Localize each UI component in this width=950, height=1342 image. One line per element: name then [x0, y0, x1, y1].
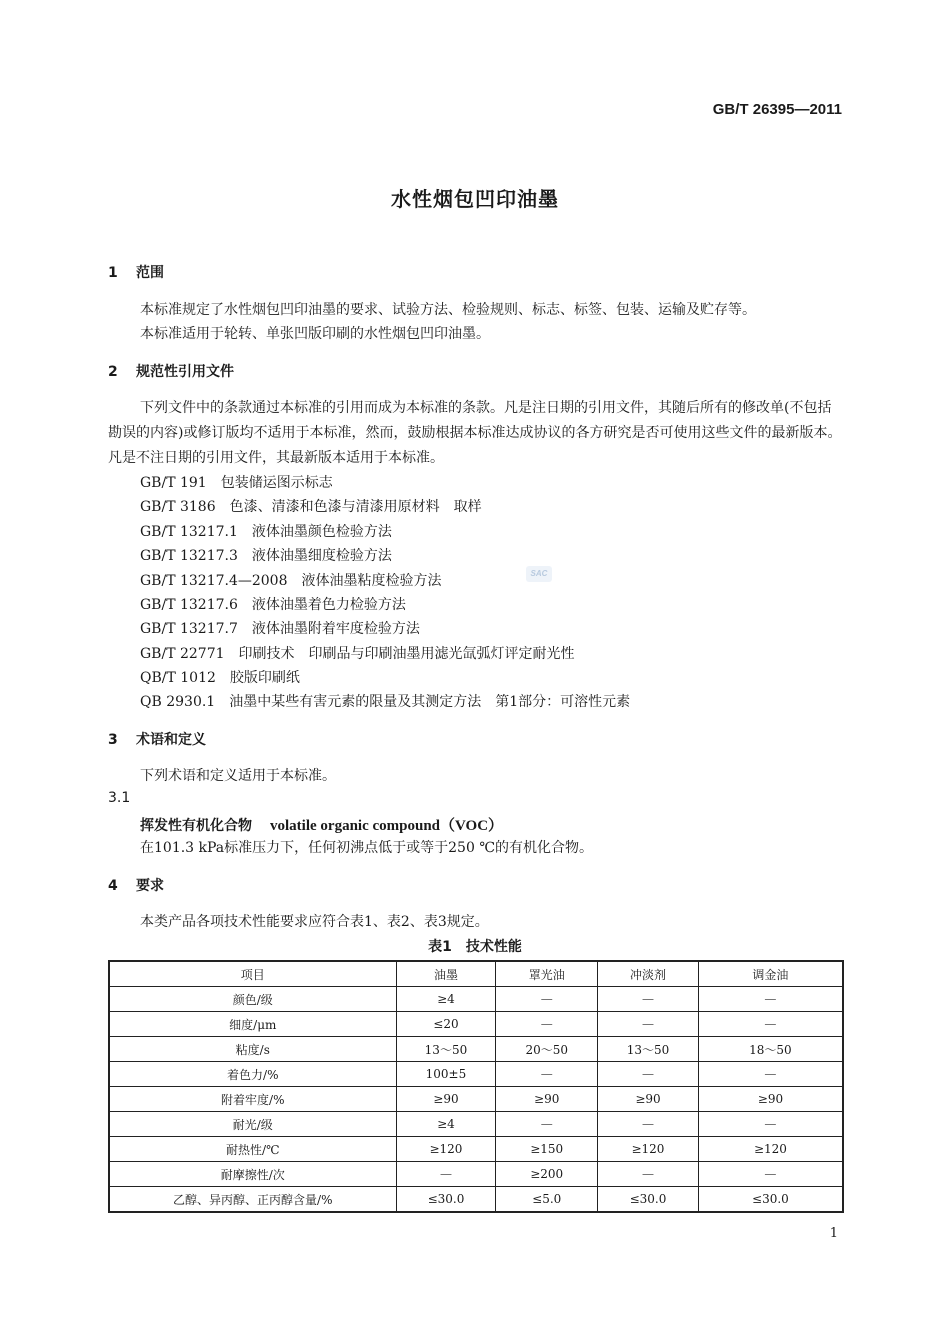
section-title: 要求	[136, 878, 164, 894]
table-cell: ≥90	[698, 1087, 843, 1112]
term-definition: 在101.3 kPa标准压力下，任何初沸点低于或等于250 ℃的有机化合物。	[140, 840, 593, 856]
table-cell: ≥150	[496, 1137, 598, 1162]
table-cell: ≥90	[598, 1087, 699, 1112]
table-row	[109, 987, 843, 1012]
term-chinese: 挥发性有机化合物	[140, 818, 252, 834]
table-cell: ≥200	[496, 1162, 598, 1187]
section-1-para-2: 本标准适用于轮转、单张凹版印刷的水性烟包凹印油墨。	[140, 326, 490, 342]
section-1-para-1: 本标准规定了水性烟包凹印油墨的要求、试验方法、检验规则、标志、标签、包装、运输及贮存等。	[140, 302, 756, 318]
reference-item: GB/T 22771 印刷技术 印刷品与印刷油墨用滤光氙弧灯评定耐光性	[140, 646, 575, 662]
section-1-heading	[108, 262, 164, 282]
table-row	[109, 1012, 843, 1037]
table-cell: 粘度/s	[109, 1037, 396, 1062]
page-number: 1	[829, 1226, 838, 1241]
table-cell: ≤30.0	[598, 1187, 699, 1213]
table-cell: ≥90	[396, 1087, 496, 1112]
table-cell: ≤5.0	[496, 1187, 598, 1213]
table-cell: 颜色/级	[109, 987, 396, 1012]
sac-watermark-logo: SAC	[526, 566, 552, 582]
table-row	[109, 1187, 843, 1213]
table-cell: 100±5	[396, 1062, 496, 1087]
table-cell: ≤20	[396, 1012, 496, 1037]
table-cell: 着色力/%	[109, 1062, 396, 1087]
table-cell: 耐热性/℃	[109, 1137, 396, 1162]
section-number: 4	[108, 878, 118, 894]
table-cell: —	[698, 1062, 843, 1087]
table-row	[109, 1112, 843, 1137]
section-3-heading	[108, 729, 206, 749]
table-row	[109, 1087, 843, 1112]
reference-item: GB/T 13217.3 液体油墨细度检验方法	[140, 548, 392, 564]
table-cell: —	[598, 987, 699, 1012]
section-number: 2	[108, 364, 118, 380]
section-2-heading	[108, 361, 234, 381]
table-cell: ≥120	[396, 1137, 496, 1162]
table-header-row	[109, 961, 843, 987]
table-cell: —	[698, 1162, 843, 1187]
table-cell: ≥120	[698, 1137, 843, 1162]
section-3-intro: 下列术语和定义适用于本标准。	[140, 768, 336, 784]
table-cell: —	[598, 1012, 699, 1037]
table-cell: —	[396, 1162, 496, 1187]
section-number: 3	[108, 732, 118, 748]
reference-item: GB/T 3186 色漆、清漆和色漆与清漆用原材料 取样	[140, 499, 482, 515]
table-caption: 表1 技术性能	[428, 939, 522, 955]
term-number: 3.1	[108, 790, 131, 806]
table-cell: —	[698, 1012, 843, 1037]
table-cell: ≥90	[496, 1087, 598, 1112]
column-header: 调金油	[698, 961, 843, 987]
column-header: 冲淡剂	[598, 961, 699, 987]
table-row	[109, 1037, 843, 1062]
table-cell: —	[496, 987, 598, 1012]
section-number: 1	[108, 265, 118, 281]
table-cell: 细度/μm	[109, 1012, 396, 1037]
table-cell: ≤30.0	[396, 1187, 496, 1213]
table-cell: —	[598, 1112, 699, 1137]
section-title: 规范性引用文件	[136, 364, 234, 380]
document-title: 水性烟包凹印油墨	[391, 187, 559, 211]
reference-item: GB/T 13217.1 液体油墨颜色检验方法	[140, 524, 392, 540]
column-header: 罩光油	[496, 961, 598, 987]
table-cell: 20～50	[496, 1037, 598, 1062]
table-cell: 18～50	[698, 1037, 843, 1062]
table-cell: 附着牢度/%	[109, 1087, 396, 1112]
section-4-heading	[108, 875, 164, 895]
standard-number: GB/T 26395—2011	[712, 101, 842, 118]
table-cell: —	[698, 987, 843, 1012]
table-cell: ≥4	[396, 987, 496, 1012]
table-cell: 耐摩擦性/次	[109, 1162, 396, 1187]
table-cell: ≥120	[598, 1137, 699, 1162]
section-4-intro: 本类产品各项技术性能要求应符合表1、表2、表3规定。	[140, 914, 489, 930]
table-cell: —	[496, 1112, 598, 1137]
table-cell: 13～50	[598, 1037, 699, 1062]
table-cell: 乙醇、异丙醇、正丙醇含量/%	[109, 1187, 396, 1213]
table-cell: —	[496, 1012, 598, 1037]
table-cell: 13～50	[396, 1037, 496, 1062]
term-entry	[140, 814, 503, 835]
table-row	[109, 1162, 843, 1187]
table-cell: ≥4	[396, 1112, 496, 1137]
table-cell: —	[598, 1162, 699, 1187]
reference-item: QB 2930.1 油墨中某些有害元素的限量及其测定方法 第1部分：可溶性元素	[140, 694, 631, 710]
reference-item: GB/T 191 包装储运图示标志	[140, 475, 333, 491]
term-english: volatile organic compound（VOC）	[270, 818, 504, 834]
table-row	[109, 1062, 843, 1087]
section-title: 术语和定义	[136, 732, 206, 748]
table-cell: ≤30.0	[698, 1187, 843, 1213]
table-cell: —	[698, 1112, 843, 1137]
reference-item: GB/T 13217.4—2008 液体油墨粘度检验方法	[140, 573, 442, 589]
section-title: 范围	[136, 265, 164, 281]
section-2-intro: 下列文件中的条款通过本标准的引用而成为本标准的条款。凡是注日期的引用文件，其随后所有的修改单(不包括勘误的内容)或修订版均不适用于本标准，然而，鼓励根据本标准达成协议的各方研究是否可使用这些文件的最新版本。凡是不注日期的引用文件，其最新版本适用于本标准。	[108, 400, 842, 466]
column-header: 油墨	[396, 961, 496, 987]
reference-item: GB/T 13217.7 液体油墨附着牢度检验方法	[140, 621, 420, 637]
technical-performance-table	[108, 960, 844, 1213]
table-cell: —	[496, 1062, 598, 1087]
table-cell: 耐光/级	[109, 1112, 396, 1137]
table-cell: —	[598, 1062, 699, 1087]
reference-item: QB/T 1012 胶版印刷纸	[140, 670, 300, 686]
reference-item: GB/T 13217.6 液体油墨着色力检验方法	[140, 597, 406, 613]
column-header: 项目	[109, 961, 396, 987]
table-row	[109, 1137, 843, 1162]
